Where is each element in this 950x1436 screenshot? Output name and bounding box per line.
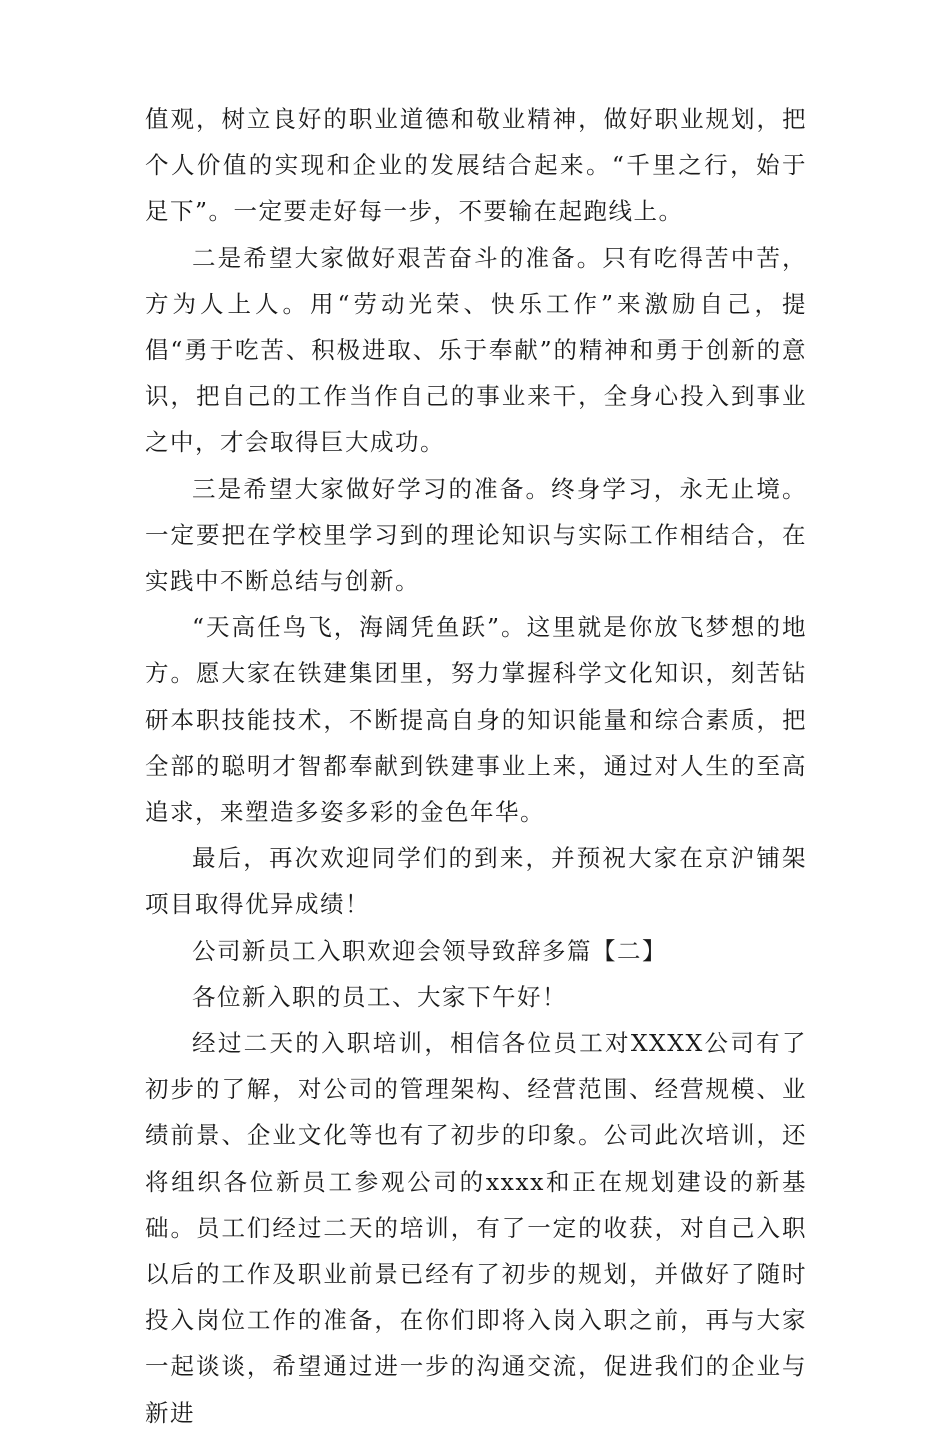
greeting: 各位新入职的员工、大家下午好！ [192, 982, 567, 1011]
paragraph-closing: 最后，再次欢迎同学们的到来，并预祝大家在京沪铺架项目取得优异成绩！ [145, 844, 807, 919]
paragraph-continuation: 值观，树立良好的职业道德和敬业精神，做好职业规划，把个人价值的实现和企业的发展结合起来。“千里之行，始于足下”。一定要走好每一步，不要输在起跑线上。 [145, 105, 807, 226]
paragraph-learning: 三是希望大家做好学习的准备。终身学习，永无止境。一定要把在学校里学习到的理论知识与实际工作相结合，在实践中不断总结与创新。 [145, 474, 807, 596]
section-title: 公司新员工入职欢迎会领导致辞多篇【二】 [192, 936, 667, 965]
paragraph-dream: “天高任鸟飞，海阔凭鱼跃”。这里就是你放飞梦想的地方。愿大家在铁建集团里，努力掌握科学文化知识，刻苦钻研本职技能技术，不断提高自身的知识能量和综合素质，把全部的聪明才智都奉献到铁建事业上来，通过对人生的至高追求，来塑造多姿多彩的金色年华。 [145, 613, 807, 827]
paragraph-training: 经过二天的入职培训，相信各位员工对XXXX公司有了初步的了解，对公司的管理架构、经营范围、经营规模、业绩前景、企业文化等也有了初步的印象。公司此次培训，还将组织各位新员工参观公司的xxxx和正在规划建设的新基础。员工们经过二天的培训，有了一定的收获，对自己入职以后的工作及职业前景已经有了初步的规划，并做好了随时投入岗位工作的准备，在你们即将入岗入职之前，再与大家一起谈谈，希望通过进一步的沟通交流，促进我们的企业与新进 [145, 1029, 807, 1427]
document-body [145, 96, 807, 1436]
paragraph-hardship: 二是希望大家做好艰苦奋斗的准备。只有吃得苦中苦，方为人上人。用“劳动光荣、快乐工作”来激励自己，提倡“勇于吃苦、积极进取、乐于奉献”的精神和勇于创新的意识，把自己的工作当作自己的事业来干，全身心投入到事业之中，才会取得巨大成功。 [145, 243, 807, 457]
